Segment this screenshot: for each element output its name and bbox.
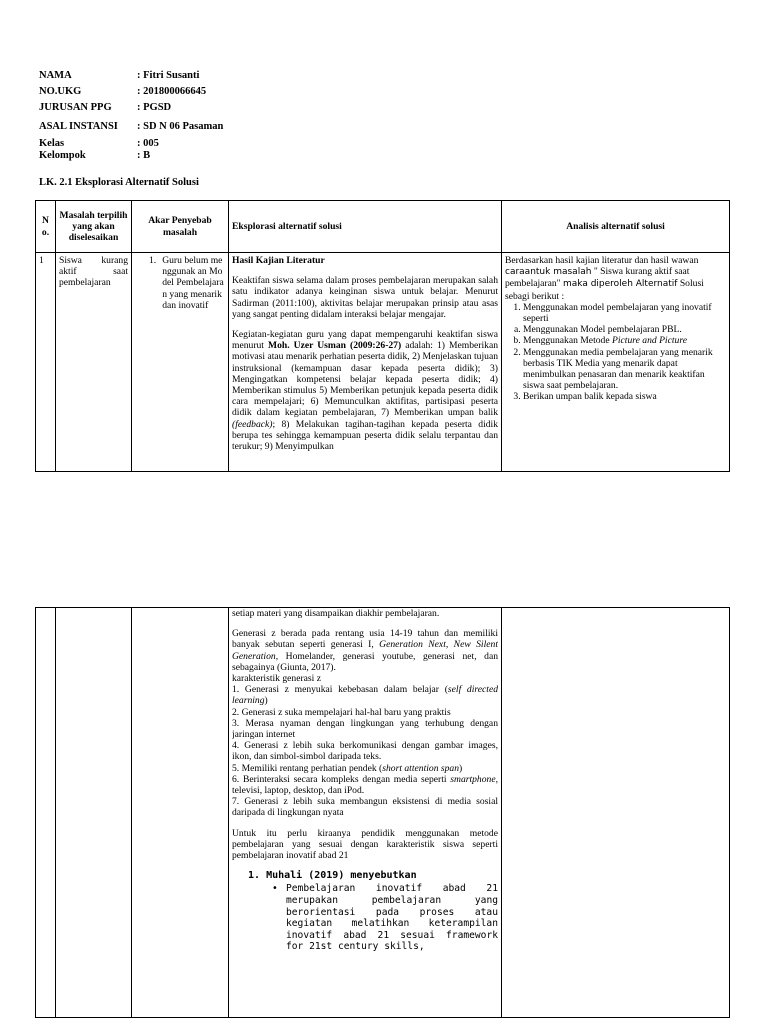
identity-nama: [39, 70, 199, 82]
nama-value: : Fitri Susanti: [137, 70, 200, 81]
identity-kelompok: [39, 150, 150, 162]
header-analisis: Analisis alternatif solusi: [502, 201, 730, 253]
characteristic-item: 5. Memiliki rentang perhatian pendek (short attention span): [232, 762, 463, 774]
identity-asal: [39, 121, 223, 133]
identity-noukg: [39, 86, 206, 98]
literature-paragraph-2: Kegiatan-kegiatan guru yang dapat mempengaruhi keaktifan siswa menurut Moh. Uzer Usman (2009:26-27) adalah: 1) Memberikan motivasi atau menarik perhatian peserta didik, 2) Menjelaskan tujuan instruksional (kemampuan dasar kepada peserta didik); 3) Mengingatkan kompetensi belajar kepada peserta didik; 4) Memberikan stimulus 5) Memberikan petunjuk kepada peserta didik cara mempelajari; 6) Memunculkan aktifitas, partisipasi peserta didik dalam kegiatan pembelajaran, 7) Memberikan umpan balik (feedback); 8) Melakukan tagihan-tagihan kepada peserta didik berupa tes sehingga kemampuan peserta didik selalu terpantau dan terukur; 9) Menyimpulkan: [232, 329, 498, 453]
cell-akar: [132, 253, 229, 472]
bullet-icon: •: [272, 883, 278, 895]
characteristics-title: karakteristik generasi z: [232, 673, 321, 685]
header-no: N o.: [36, 201, 56, 253]
literature-paragraph-1: Keaktifan siswa selama dalam proses pembelajaran merupakan salah satu indikator adanya keinginan siswa untuk belajar. Menurut Sadirman (2011:100), aktivitas belajar merupakan prinsip atau asas yang sangat penting didalam interaksi belajar mengajar.: [232, 275, 498, 320]
handwritten-note: caraantuk masalah: [505, 267, 592, 278]
table-header-row: [36, 201, 730, 253]
characteristic-item: 6. Berinteraksi secara kompleks dengan media seperti smartphone, televisi, laptop, desktop, dan iPod.: [232, 773, 498, 797]
analysis-list: [505, 302, 726, 324]
cell-no: 1: [36, 253, 56, 472]
list-item: a. Menggunakan Model pembelajaran PBL.: [523, 324, 726, 335]
muhali-bullet: • Pembelajaran inovatif abad 21 merupakan pembelajaran yang berorientasi pada proses atau kegiatan melatihkan keterampilan inovatif abad 21 sesuai framework for 21st century skills,: [272, 883, 498, 953]
identity-kelas: [39, 138, 159, 150]
document-title: LK. 2.1 Eksplorasi Alternatif Solusi: [39, 177, 199, 188]
literature-heading: Hasil Kajian Literatur: [232, 255, 325, 266]
cell-analisis-cont: [502, 608, 730, 1018]
solution-table: [35, 200, 730, 472]
table-row: [36, 608, 730, 1018]
akar-text: Guru belum menggunak an Model Pembelajara n yang menarik dan inovatif: [162, 255, 224, 311]
noukg-value: : 201800066645: [137, 86, 207, 97]
list-item: 3. Berikan umpan balik kepada siswa: [523, 391, 726, 402]
muhali-heading: 1. Muhali (2019) menyebutkan: [248, 870, 417, 882]
asal-label: ASAL INSTANSI: [39, 121, 118, 132]
akar-number: 1.: [149, 255, 157, 266]
cell-akar-cont: [132, 608, 229, 1018]
handwritten-note: maka diperoleh Alternatif: [562, 279, 678, 290]
cell-analisis: [502, 253, 730, 472]
list-item: 2. Menggunakan media pembelajaran yang menarik berbasis TIK Media yang menarik dapat menimbulkan penasaran dan menarik keaktifan siswa saat pembelajaran.: [523, 347, 726, 392]
header-eksplorasi: Eksplorasi alternatif solusi: [229, 201, 502, 253]
kelompok-value: : B: [137, 150, 151, 161]
jurusan-label: JURUSAN PPG: [39, 102, 112, 113]
analysis-sublist: [505, 324, 726, 346]
kelas-value: : 005: [137, 138, 159, 149]
untuk-paragraph: Untuk itu perlu kiraanya pendidik menggunakan metode pembelajaran yang sesuai dengan karakteristik siswa seperti pembelajaran inovatif abad 21: [232, 827, 498, 862]
continued-line: setiap materi yang disampaikan diakhir pembelajaran.: [232, 608, 440, 619]
characteristic-item: 7. Generasi z lebih suka membangun eksistensi di media sosial daripada di lingkungan nyata: [232, 796, 498, 819]
identity-jurusan: [39, 102, 171, 114]
list-item: 1. Menggunakan model pembelajaran yang inovatif seperti: [523, 302, 726, 324]
analysis-list-cont: [505, 347, 726, 403]
noukg-label: NO.UKG: [39, 86, 82, 97]
list-item: b. Menggunakan Metode Picture and Picture: [523, 335, 726, 346]
asal-value: : SD N 06 Pasaman: [137, 121, 224, 132]
cell-masalah-cont: [56, 608, 132, 1018]
characteristic-item: 4. Generasi z lebih suka berkomunikasi dengan gambar images, ikon, dan simbol-simbol daripada teks.: [232, 740, 498, 763]
characteristic-item: 3. Merasa nyaman dengan lingkungan yang terhubung dengan jaringan internet: [232, 717, 498, 741]
cell-no-cont: [36, 608, 56, 1018]
cell-masalah: Siswa kurang aktif saat pembelajaran: [56, 253, 132, 472]
kelompok-label: Kelompok: [39, 150, 86, 161]
kelas-label: Kelas: [39, 138, 65, 149]
header-masalah: Masalah terpilih yang akan diselesaikan: [56, 201, 132, 253]
analysis-intro: Berdasarkan hasil kajian literatur dan hasil wawan caraantuk masalah " Siswa kurang aktif saat pembelajaran" maka diperoleh Alternatif Solusi sebagi berikut :: [505, 255, 704, 302]
solution-table-continued: [35, 607, 730, 1018]
jurusan-value: : PGSD: [137, 102, 172, 113]
cell-eksplorasi: [229, 253, 502, 472]
characteristic-item: 2. Generasi z suka mempelajari hal-hal baru yang praktis: [232, 706, 451, 718]
characteristic-item: 1. Generasi z menyukai kebebasan dalam belajar (self directed learning): [232, 684, 498, 707]
table-row: [36, 253, 730, 472]
cell-eksplorasi-cont: [229, 608, 502, 1018]
nama-label: NAMA: [39, 70, 72, 81]
header-akar: Akar Penyebab masalah: [132, 201, 229, 253]
genz-paragraph: Generasi z berada pada rentang usia 14-19 tahun dan memiliki banyak sebutan seperti generasi I, Generation Next, New Silent Generation, Homelander, generasi youtube, generasi net, dan sebagainya (Giunta, 2017).: [232, 628, 498, 673]
